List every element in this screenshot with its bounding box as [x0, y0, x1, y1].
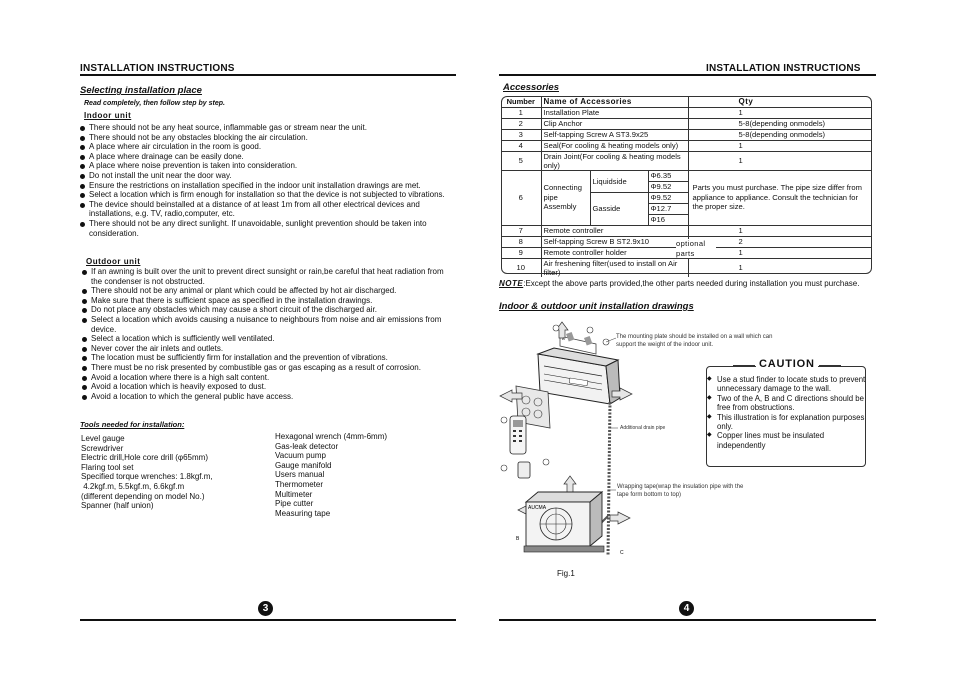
note-label: NOTE: [499, 279, 524, 288]
tool-item: Screwdriver: [81, 443, 124, 453]
list-item: Select a location which is sufficiently well ventilated.: [82, 334, 456, 344]
list-item: A place where noise prevention is taken into consideration.: [80, 161, 456, 171]
caution-title-rule: [819, 365, 841, 366]
table-row: [501, 118, 872, 129]
row-number: 2: [501, 118, 541, 129]
tool-item: Hexagonal wrench (4mm-6mm): [275, 432, 388, 441]
caution-item: ◆ Two of the A, B and C directions should be free from obstructions.: [707, 394, 866, 413]
indoor-unit-heading: Indoor unit: [84, 111, 132, 120]
indoor-unit-list: [80, 123, 456, 238]
pipe-size: Φ6.35: [648, 170, 688, 181]
tool-item: Flaring tool set: [81, 462, 134, 472]
caution-item: ◆ This illustration is for explanation purposes only.: [707, 413, 866, 432]
direction-b-label: B: [516, 536, 520, 542]
right-header-rule: [499, 74, 876, 76]
list-item: If an awning is built over the unit to prevent direct sunsight or rain,be careful that heat radiation from the condenser is not obstructed.: [82, 267, 456, 286]
list-item: There must be no risk presented by combustible gas or gas escaping as a result of corrosion.: [82, 363, 456, 373]
row-name: Drain Joint(For cooling & heating models only): [541, 151, 688, 170]
tool-item: Gas-leak detector: [275, 441, 339, 451]
drawings-title: Indoor & outdoor unit installation drawings: [499, 301, 694, 312]
row-name: Self-tapping Screw B ST2.9x10: [541, 236, 688, 247]
caution-title: CAUTION: [756, 358, 818, 370]
gas-side-label: Gasside: [590, 192, 648, 225]
tools-heading: Tools needed for installation:: [80, 420, 185, 429]
pipe-qty-note: Parts you must purchase. The pipe size differ from appliance to appliance. Consult the technician for the proper size.: [688, 170, 872, 225]
caution-title-rule: [733, 365, 755, 366]
pipe-size: Φ9.52: [648, 181, 688, 192]
caution-list: [706, 375, 866, 450]
left-footer-rule: [80, 619, 456, 621]
row-name: Installation Plate: [541, 107, 688, 118]
optional-parts-label: optional parts: [676, 239, 716, 258]
list-item: Make sure that there is sufficient space as specified in the installation drawings.: [82, 296, 456, 306]
row-number: 7: [501, 225, 541, 236]
row-number: 6: [501, 170, 541, 225]
outdoor-logo-text: AUCMA: [528, 505, 547, 511]
row-name: Air freshening filter(used to install on Air filter): [541, 258, 688, 277]
direction-a-label: A: [562, 336, 565, 341]
row-qty: 1: [688, 258, 872, 277]
outdoor-unit-heading: Outdoor unit: [86, 257, 141, 266]
row-name: Remote controller: [541, 225, 688, 236]
row-qty: 5-8(depending onmodels): [688, 129, 872, 140]
table-row: [501, 225, 872, 236]
row-qty: 1: [688, 107, 872, 118]
list-item: Avoid a location to which the general public have access.: [82, 392, 456, 402]
list-item: Never cover the air inlets and outlets.: [82, 344, 456, 354]
list-item: Do not place any obstacles which may cause a short circuit of the discharged air.: [82, 305, 456, 315]
row-name: Clip Anchor: [541, 118, 688, 129]
tool-item: Thermometer: [275, 479, 324, 489]
tool-item: Users manual: [275, 470, 325, 480]
note-text: :Except the above parts provided,the other parts needed during installation you must purchase.: [523, 279, 860, 288]
selecting-place-title: Selecting installation place: [80, 85, 202, 96]
outdoor-unit-list: [82, 267, 456, 401]
row-qty: 1: [688, 247, 872, 258]
tools-column-2: [275, 432, 455, 518]
header-qty: Qty: [688, 96, 872, 107]
tool-item: (different depending on model No.): [81, 491, 205, 501]
pipe-assembly-name: Connecting pipe Assembly: [541, 170, 590, 225]
tool-item: Vacuum pump: [275, 451, 326, 461]
table-row: [501, 140, 872, 151]
outdoor-unit-icon: [524, 492, 604, 552]
list-item: Select a location which is firm enough for installation so that the device is not subjected to vibrations.: [80, 190, 456, 200]
table-header-row: [501, 96, 872, 107]
mounting-plate-label: The mounting plate should be installed on a wall which can support the weight of the indoor unit.: [616, 334, 773, 348]
tool-item: Specified torque wrenches: 1.8kgf.m,: [81, 472, 213, 482]
row-number: 5: [501, 151, 541, 170]
tools-column-1: [81, 434, 271, 511]
remote-controller-icon: [510, 416, 526, 454]
drain-pipe-label: Additional drain pipe: [620, 425, 666, 431]
row-name: Self-tapping Screw A ST3.9x25: [541, 129, 688, 140]
figure-caption: Fig.1: [557, 569, 575, 578]
tool-item: Spanner (half union): [81, 501, 154, 511]
header-number: Number: [501, 96, 541, 107]
list-item: Do not install the unit near the door way.: [80, 171, 456, 181]
row-qty: 2: [688, 236, 872, 247]
right-footer-rule: [499, 619, 876, 621]
indoor-unit-icon: [538, 348, 620, 404]
installation-drawing: [498, 316, 708, 564]
page-number-4: 4: [679, 601, 694, 616]
list-item: Avoid a location which is heavily exposed to dust.: [82, 382, 456, 392]
table-row-pipe: [501, 170, 872, 181]
list-item: There should not be any heat source, inflammable gas or stream near the unit.: [80, 123, 456, 133]
page-number-3: 3: [258, 601, 273, 616]
row-number: 9: [501, 247, 541, 258]
pipe-size: Φ12.7: [648, 203, 688, 214]
tool-item: Level gauge: [81, 434, 125, 443]
pipe-size: Φ16: [648, 214, 688, 225]
remote-holder-icon: [518, 462, 530, 478]
row-number: 4: [501, 140, 541, 151]
table-row: [501, 151, 872, 170]
connecting-pipe: [608, 402, 610, 556]
left-header-rule: [80, 74, 456, 76]
row-name: Remote controller holder: [541, 247, 688, 258]
row-number: 3: [501, 129, 541, 140]
right-page-header: INSTALLATION INSTRUCTIONS: [706, 63, 861, 74]
list-item: There should not be any animal or plant which could be affected by hot air discharged.: [82, 286, 456, 296]
pipe-size: Φ9.52: [648, 192, 688, 203]
tool-item: Gauge manifold: [275, 460, 332, 470]
list-item: The location must be sufficiently firm for installation and the prevention of vibrations.: [82, 353, 456, 363]
wrapping-tape-label: Wrapping tape(wrap the insulation pipe with the tape form bottom to top): [617, 484, 744, 498]
row-name: Seal(For cooling & heating models only): [541, 140, 688, 151]
list-item: Ensure the restrictions on installation specified in the indoor unit installation drawings are met.: [80, 181, 456, 191]
table-row: [501, 129, 872, 140]
row-qty: 1: [688, 151, 872, 170]
row-number: 1: [501, 107, 541, 118]
direction-c-label: C: [620, 550, 624, 556]
list-item: There should not be any direct sunlight. If unavoidable, sunlight prevention should be taken into consideration.: [80, 219, 456, 238]
list-item: A place where drainage can be easily done.: [80, 152, 456, 162]
tool-item: Electric drill,Hole core drill (φ65mm): [81, 453, 208, 463]
intro-text: Read completely, then follow step by step.: [84, 100, 225, 107]
caution-item: ◆ Use a stud finder to locate studs to prevent unnecessary damage to the wall.: [707, 375, 866, 394]
tool-item: Pipe cutter: [275, 499, 314, 509]
table-row: [501, 107, 872, 118]
tool-item: Measuring tape: [275, 508, 331, 518]
left-page-header: INSTALLATION INSTRUCTIONS: [80, 63, 235, 74]
row-number: 10: [501, 258, 541, 277]
list-item: The device should beinstalled at a distance of at least 1m from all other electrical devices and installations, e.g. TV, radio,computer, etc.: [80, 200, 456, 219]
header-name: Name of Accessories: [541, 96, 688, 107]
row-qty: 1: [688, 140, 872, 151]
caution-item: ◆ Copper lines must be insulated independently: [707, 431, 866, 450]
note-block: [499, 279, 871, 289]
row-qty: 5-8(depending onmodels): [688, 118, 872, 129]
table-row: [501, 258, 872, 277]
liquid-side-label: Liquidside: [590, 170, 648, 192]
row-number: 8: [501, 236, 541, 247]
tool-item: 4.2kgf.m, 5.5kgf.m, 6.6kgf.m: [81, 481, 185, 491]
tool-item: Multimeter: [275, 489, 313, 499]
list-item: Select a location which avoids causing a nuisance to neighbours from noise and air emissions from device.: [82, 315, 456, 334]
row-qty: 1: [688, 225, 872, 236]
list-item: There should not be any obstacles blocking the air circulation.: [80, 133, 456, 143]
list-item: Avoid a location where there is a high salt content.: [82, 373, 456, 383]
accessories-title: Accessories: [503, 82, 559, 93]
list-item: A place where air circulation in the room is good.: [80, 142, 456, 152]
